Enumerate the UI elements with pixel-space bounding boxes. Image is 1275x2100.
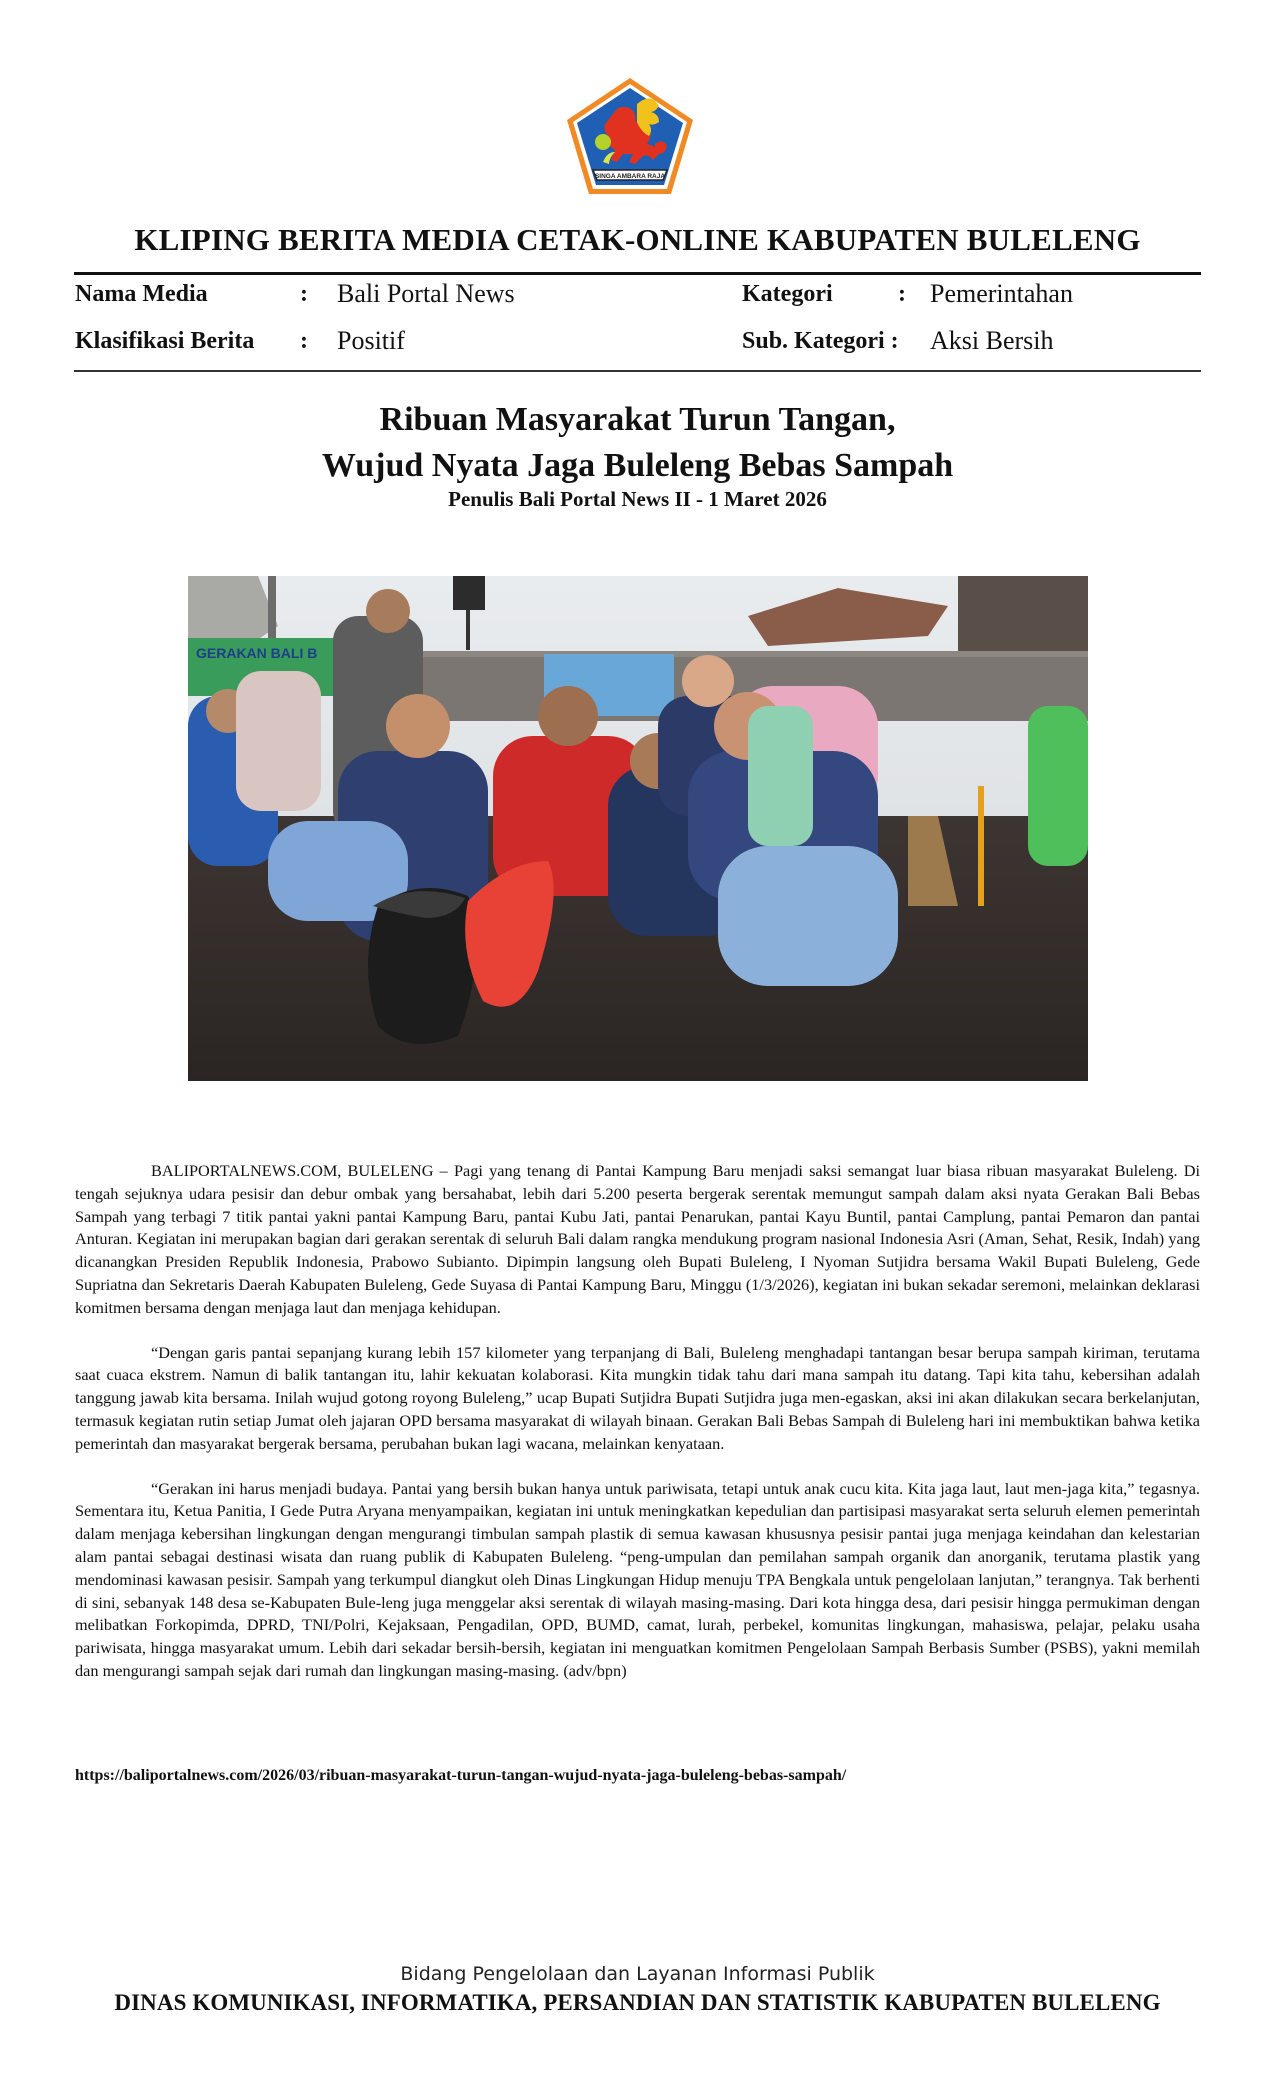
- headline-line-1: Ribuan Masyarakat Turun Tangan,: [379, 401, 896, 438]
- klasifikasi-berita-colon: :: [300, 328, 308, 354]
- klasifikasi-berita-label: Klasifikasi Berita: [75, 328, 255, 354]
- footer-department: Bidang Pengelolaan dan Layanan Informasi Publik: [400, 1963, 875, 1985]
- article-body: [75, 1160, 1200, 1705]
- kategori-label: Kategori: [742, 281, 833, 307]
- header-divider-bottom: [74, 370, 1201, 372]
- headline-line-2: Wujud Nyata Jaga Buleleng Bebas Sampah: [321, 447, 954, 484]
- article-byline: Penulis Bali Portal News II - 1 Maret 2026: [448, 487, 827, 511]
- nama-media-colon: :: [300, 281, 308, 307]
- singa-ambara-raja-emblem-icon: [563, 74, 697, 198]
- header-divider-top: [74, 272, 1201, 275]
- nama-media-value: Bali Portal News: [337, 279, 515, 308]
- klasifikasi-berita-value: Positif: [337, 326, 405, 355]
- kategori-colon: :: [898, 281, 906, 307]
- article-headline: [0, 397, 1275, 489]
- article-paragraph-1: BALIPORTALNEWS.COM, BULELENG – Pagi yang tenang di Pantai Kampung Baru menjadi saksi semangat luar biasa ribuan masyarakat Buleleng. Di tengah sejuknya udara pesisir dan debur ombak yang bersahabat, lebih dari 5.200 peserta bergerak serentak memungut sampah dalam aksi nyata Gerakan Bali Bebas Sampah yang terbagi 7 titik pantai yakni pantai Kampung Baru, pantai Kubu Jati, pantai Penarukan, pantai Kayu Buntil, pantai Camplung, pantai Pemaron dan pantai Anturan. Kegiatan ini merupakan bagian dari gerakan serentak di seluruh Bali dalam rangka mendukung program nasional Indonesia Asri (Aman, Sehat, Resik, Indah) yang dicanangkan Presiden Republik Indonesia, Prabowo Subianto. Dipimpin langsung oleh Bupati Buleleng, I Nyoman Sutjidra bersama Wakil Bupati Buleleng, Gede Supriatna dan Sekretaris Daerah Kabupaten Buleleng, Gede Suyasa di Pantai Kampung Baru, Minggu (1/3/2026), kegiatan ini bukan sekadar seremoni, melainkan deklarasi komitmen bersama dengan menjaga laut dan menjaga kehidupan.: [75, 1161, 1200, 1317]
- source-url-link[interactable]: https://baliportalnews.com/2026/03/ribuan-masyarakat-turun-tangan-wujud-nyata-jaga-buleleng-bebas-sampah/: [75, 1767, 847, 1784]
- footer-agency: DINAS KOMUNIKASI, INFORMATIKA, PERSANDIAN DAN STATISTIK KABUPATEN BULELENG: [114, 1990, 1161, 2015]
- document-title: KLIPING BERITA MEDIA CETAK-ONLINE KABUPATEN BULELENG: [134, 222, 1141, 257]
- emblem-caption: SINGA AMBARA RAJA: [594, 173, 666, 180]
- article-photo: [188, 576, 1088, 1081]
- sub-kategori-value: Aksi Bersih: [930, 326, 1054, 355]
- kategori-value: Pemerintahan: [930, 279, 1073, 308]
- nama-media-label: Nama Media: [75, 281, 208, 307]
- article-paragraph-3: “Gerakan ini harus menjadi budaya. Pantai yang bersih bukan hanya untuk pariwisata, tetapi untuk anak cucu kita. Kita jaga laut, laut men-jaga kita,” tegasnya. Sementara itu, Ketua Panitia, I Gede Putra Aryana menyampaikan, kegiatan ini untuk meningkatkan kepedulian dan partisipasi masyarakat serta seluruh elemen pemerintah dalam menjaga kebersihan lingkungan dengan mengurangi timbulan sampah plastik di semua kawasan khususnya pesisir pantai juga menjaga keindahan dan kelestarian alam pantai sebagai destinasi wisata dan ruang publik di Kabupaten Buleleng. “peng-umpulan dan pemilahan sampah organik dan anorganik, terutama plastik yang mendominasi kawasan pesisir. Sampah yang terkumpul diangkut oleh Dinas Lingkungan Hidup menuju TPA Bengkala untuk pengelolaan lanjutan,” terangnya. Tak berhenti di sini, sebanyak 148 desa se-Kabupaten Bule-leng juga menggelar aksi serentak di wilayah masing-masing. Dari kota hingga desa, dari pesisir hingga permukiman dengan melibatkan Forkopimda, DPRD, TNI/Polri, Kejaksaan, Pengadilan, OPD, BUMD, camat, lurah, perbekel, komunitas lingkungan, mahasiswa, pelajar, pelaku usaha pariwisata, hingga masyarakat umum. Lebih dari sekadar bersih-bersih, kegiatan ini menguatkan komitmen Pengelolaan Sampah Berbasis Sumber (PSBS), yakni memilah dan mengurangi sampah sejak dari rumah dan lingkungan masing-masing. (adv/bpn): [75, 1478, 1200, 1680]
- photo-banner-text: GERAKAN BALI B: [196, 645, 318, 661]
- article-paragraph-2: “Dengan garis pantai sepanjang kurang lebih 157 kilometer yang terpanjang di Bali, Buleleng menghadapi tantangan besar berupa sampah kiriman, terutama saat cuaca ekstrem. Namun di balik tantangan itu, lahir kekuatan kolaborasi. Kita mungkin tidak tahu dari mana sampah itu datang. Tapi kita tahu, kebersihan adalah tanggung jawab kita bersama. Inilah wujud gotong royong Buleleng,” ucap Bupati Sutjidra Bupati Sutjidra juga men-egaskan, aksi ini akan dilakukan secara berkelanjutan, termasuk kegiatan rutin setiap Jumat oleh jajaran OPD bersama masyarakat di wilayah binaan. Gerakan Bali Bebas Sampah di Buleleng hari ini membuktikan bahwa ketika pemerintah dan masyarakat bergerak bersama, perubahan bukan lagi wacana, melainkan kenyataan.: [75, 1342, 1200, 1453]
- sub-kategori-label: Sub. Kategori :: [742, 328, 899, 354]
